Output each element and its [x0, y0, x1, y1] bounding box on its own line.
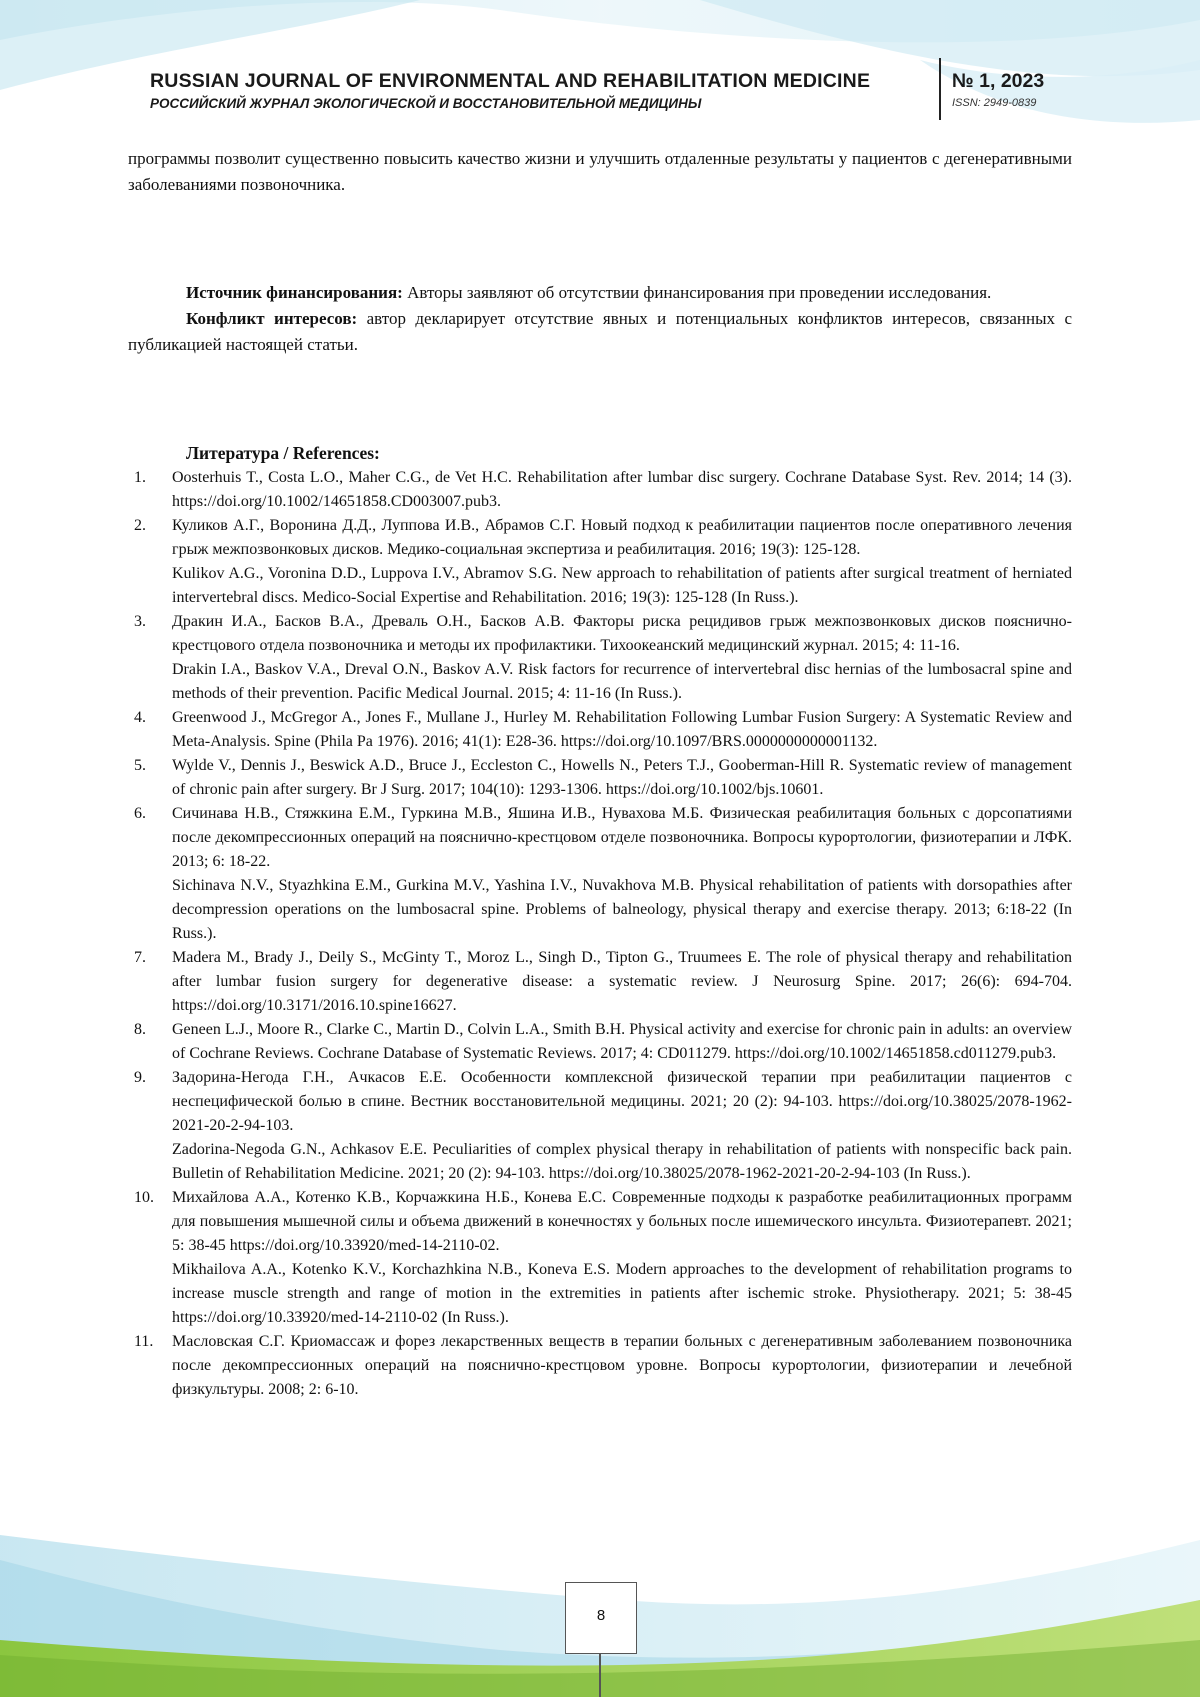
reference-number: 7. — [134, 949, 146, 966]
article-body — [128, 146, 1072, 1402]
funding-label: Источник финансирования: — [186, 283, 403, 302]
reference-text: Михайлова А.А., Котенко К.В., Корчажкина Н.Б., Конева Е.С. Современные подходы к разработке реабилитационных программ для повышения мышечной силы и объема движений в конечностях у больных после ишемического инсульта. Физиотерапевт. 2021; 5: 38-45 https://doi.org/10.33920/med-14-2110-02. — [172, 1189, 1072, 1254]
issn-label: ISSN: 2949-0839 — [952, 97, 1037, 109]
reference-text: Oosterhuis T., Costa L.O., Maher C.G., de Vet H.C. Rehabilitation after lumbar disc surgery. Cochrane Database Syst. Rev. 2014; 14 (3). https://doi.org/10.1002/14651858.CD003007.pub3. — [172, 469, 1072, 510]
reference-number: 6. — [134, 805, 146, 822]
reference-text: Kulikov A.G., Voronina D.D., Luppova I.V., Abramov S.G. New approach to rehabilitation of patients after surgical treatment of herniated intervertebral discs. Medico-Social Expertise and Rehabilitation. 2016; 19(3): 125-128 (In Russ.). — [172, 565, 1072, 606]
reference-text: Drakin I.A., Baskov V.A., Dreval O.N., Baskov A.V. Risk factors for recurrence of intervertebral disc hernias of the lumbosacral spine and methods of their prevention. Pacific Medical Journal. 2015; 4: 11-16 (In Russ.). — [172, 661, 1072, 702]
reference-text: Дракин И.А., Басков В.А., Древаль О.Н., Басков А.В. Факторы риска рецидивов грыж межпозвонковых дисков пояснично-крестцового отдела позвоночника и методы их профилактики. Тихоокеанский медицинский журнал. 2015; 4: 11-16. — [172, 613, 1072, 654]
reference-item — [128, 610, 1072, 706]
reference-text: Mikhailova A.A., Kotenko K.V., Korchazhkina N.B., Koneva E.S. Modern approaches to the development of rehabilitation programs to increase muscle strength and range of motion in the extremities in patients after ischemic stroke. Physiotherapy. 2021; 5: 38-45 https://doi.org/10.33920/med-14-2110-02 (In Russ.). — [172, 1261, 1072, 1326]
conflict-label: Конфликт интересов: — [186, 309, 358, 328]
reference-number: 5. — [134, 757, 146, 774]
reference-item — [128, 1330, 1072, 1402]
issue-number: № 1, 2023 — [952, 70, 1045, 92]
conflict-text: автор декларирует отсутствие явных и потенциальных конфликтов интересов, связанных с публикацией настоящей статьи. — [128, 309, 1072, 354]
reference-item — [128, 514, 1072, 610]
reference-item — [128, 1186, 1072, 1330]
reference-item — [128, 466, 1072, 514]
journal-title-en: RUSSIAN JOURNAL OF ENVIRONMENTAL AND REHABILITATION MEDICINE — [150, 70, 871, 92]
reference-text: Wylde V., Dennis J., Beswick A.D., Bruce J., Eccleston C., Howells N., Peters T.J., Gooberman-Hill R. Systematic review of management of chronic pain after surgery. Br J Surg. 2017; 104(10): 1293-1306. https://doi.org/10.1002/bjs.10601. — [172, 757, 1072, 798]
reference-number: 2. — [134, 517, 146, 534]
reference-text: Масловская С.Г. Криомассаж и форез лекарственных веществ в терапии больных с дегенеративным заболеванием позвоночника после декомпрессионных операций на пояснично-крестцовом уровне. Вопросы курортологии, физиотерапии и лечебной физкультуры. 2008; 2: 6-10. — [172, 1333, 1072, 1398]
intro-paragraph: программы позволит существенно повысить качество жизни и улучшить отдаленные результаты у пациентов с дегенеративными заболеваниями позвоночника. — [128, 149, 1072, 194]
reference-text: Madera M., Brady J., Deily S., McGinty T., Moroz L., Singh D., Tipton G., Truumees E. The role of physical therapy and rehabilitation after lumbar fusion surgery for degenerative disease: a systematic review. J Neurosurg Spine. 2017; 26(6): 694-704. https://doi.org/10.3171/2016.10.spine16627. — [172, 949, 1072, 1014]
reference-item — [128, 946, 1072, 1018]
page-number-box — [565, 1582, 637, 1654]
header-divider — [939, 58, 941, 120]
reference-text: Задорина-Негода Г.Н., Ачкасов Е.Е. Особенности комплексной физической терапии при реабилитации пациентов с неспецифической болью в спине. Вестник восстановительной медицины. 2021; 20 (2): 94-103. https://doi.org/10.38025/2078-1962-2021-20-2-94-103. — [172, 1069, 1072, 1134]
reference-number: 10. — [134, 1189, 154, 1206]
reference-number: 3. — [134, 613, 146, 630]
references-list — [128, 466, 1072, 1402]
journal-header — [150, 70, 1110, 120]
reference-item — [128, 802, 1072, 946]
reference-number: 8. — [134, 1021, 146, 1038]
journal-title-ru: РОССИЙСКИЙ ЖУРНАЛ ЭКОЛОГИЧЕСКОЙ И ВОССТАНОВИТЕЛЬНОЙ МЕДИЦИНЫ — [150, 96, 702, 111]
reference-item — [128, 1066, 1072, 1186]
funding-paragraph — [128, 280, 1072, 306]
reference-number: 4. — [134, 709, 146, 726]
funding-text: Авторы заявляют об отсутствии финансирования при проведении исследования. — [402, 283, 992, 302]
reference-item — [128, 1018, 1072, 1066]
page-number: 8 — [596, 1607, 606, 1624]
reference-item — [128, 754, 1072, 802]
reference-text: Zadorina-Negoda G.N., Achkasov E.E. Peculiarities of complex physical therapy in rehabilitation of patients with nonspecific back pain. Bulletin of Rehabilitation Medicine. 2021; 20 (2): 94-103. https://doi.org/10.38025/2078-1962-2021-20-2-94-103 (In Russ.). — [172, 1141, 1072, 1182]
reference-number: 1. — [134, 469, 146, 486]
reference-number: 11. — [134, 1333, 154, 1350]
reference-item — [128, 706, 1072, 754]
page-number-line — [599, 1653, 601, 1697]
reference-text: Geneen L.J., Moore R., Clarke C., Martin D., Colvin L.A., Smith B.H. Physical activity and exercise for chronic pain in adults: an overview of Cochrane Reviews. Cochrane Database of Systematic Reviews. 2017; 4: CD011279. https://doi.org/10.1002/14651858.cd011279.pub3. — [172, 1021, 1072, 1062]
reference-text: Sichinava N.V., Styazhkina E.M., Gurkina M.V., Yashina I.V., Nuvakhova M.B. Physical rehabilitation of patients with dorsopathies after decompression operations on the lumbosacral spine. Problems of balneology, physical therapy and exercise therapy. 2013; 6:18-22 (In Russ.). — [172, 877, 1072, 942]
conflict-paragraph — [128, 306, 1072, 358]
reference-number: 9. — [134, 1069, 146, 1086]
references-title: Литература / References: — [186, 443, 380, 463]
reference-text: Greenwood J., McGregor A., Jones F., Mullane J., Hurley M. Rehabilitation Following Lumbar Fusion Surgery: A Systematic Review and Meta-Analysis. Spine (Phila Pa 1976). 2016; 41(1): E28-36. https://doi.org/10.1097/BRS.0000000000001132. — [172, 709, 1072, 750]
reference-text: Куликов А.Г., Воронина Д.Д., Луппова И.В., Абрамов С.Г. Новый подход к реабилитации пациентов после оперативного лечения грыж межпозвонковых дисков. Медико-социальная экспертиза и реабилитация. 2016; 19(3): 125-128. — [172, 517, 1072, 558]
reference-text: Сичинава Н.В., Стяжкина Е.М., Гуркина М.В., Яшина И.В., Нувахова М.Б. Физическая реабилитация больных с дорсопатиями после декомпрессионных операций на пояснично-крестцовом отделе позвоночника. Вопросы курортологии, физиотерапии и ЛФК. 2013; 6: 18-22. — [172, 805, 1072, 870]
